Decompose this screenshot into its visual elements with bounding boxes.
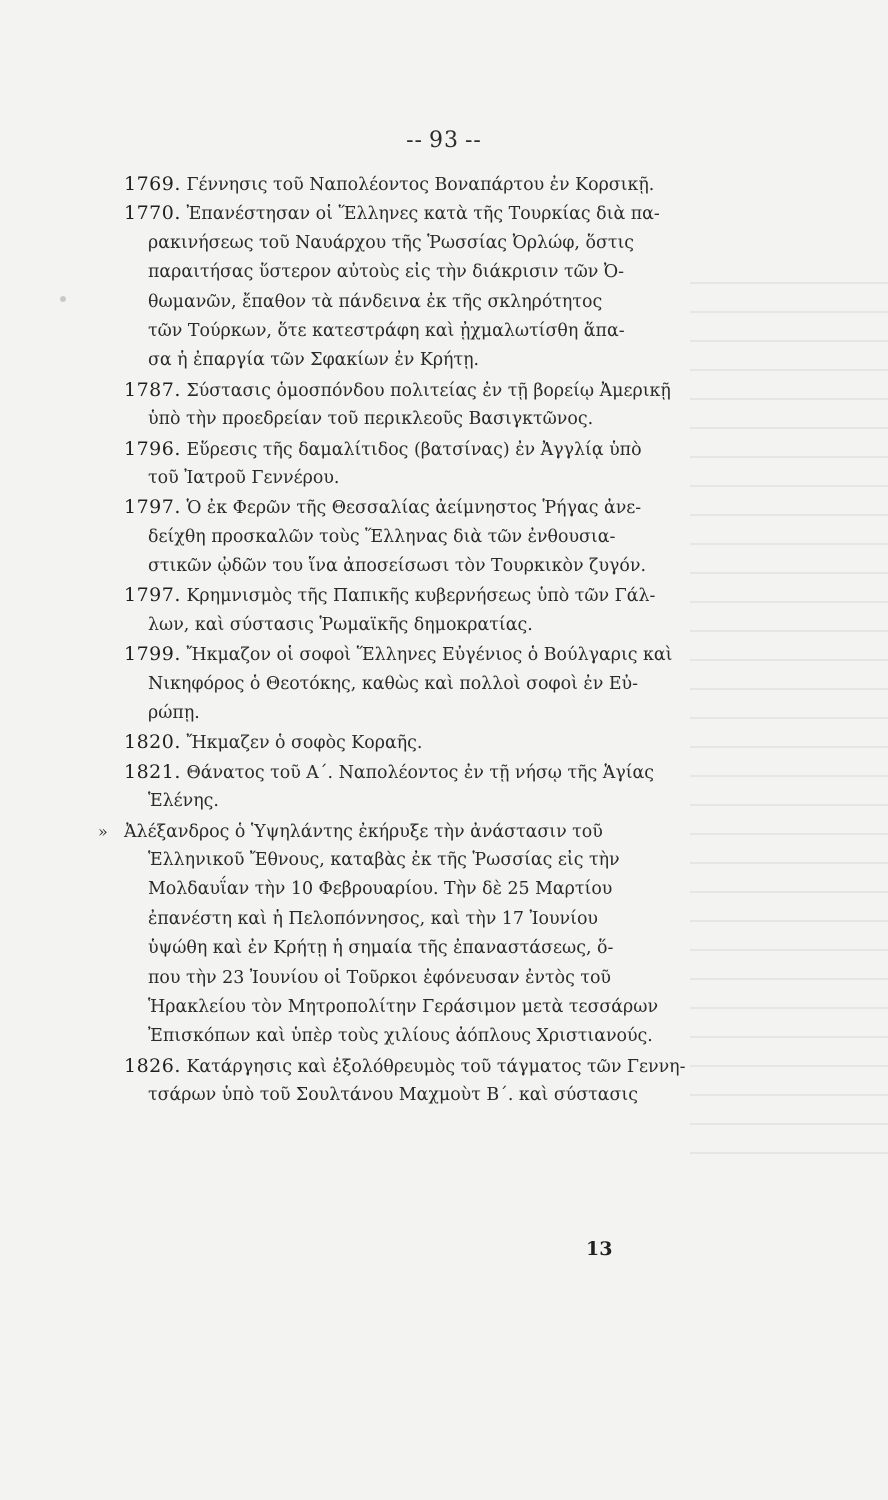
entry-continuation-line	[124, 670, 692, 699]
paper-speck	[60, 296, 66, 302]
entry-year: 1787.	[124, 378, 181, 401]
entry-text: τῶν Τούρκων, ὅτε κατεστράφη καὶ ᾐχμαλωτίσθη ἅπα-	[148, 320, 625, 341]
entry-continuation-line	[124, 1081, 692, 1110]
chronology-entry	[124, 581, 692, 640]
entry-text: Ἡρακλείου τὸν Μητροπολίτην Γεράσιμον μετὰ τεσσάρων	[148, 996, 659, 1017]
entry-continuation-line	[124, 611, 692, 640]
chronology-entry	[124, 493, 692, 581]
entry-first-line	[124, 640, 692, 669]
entry-text: Ὁ ἐκ Φερῶν τῆς Θεσσαλίας ἀείμνηστος Ῥήγας ἀνε-	[186, 498, 642, 519]
entry-text: Κατάργησις καὶ ἐξολόθρευμὸς τοῦ τάγματος τῶν Γεννη-	[186, 1056, 686, 1077]
chronology-entry	[124, 170, 692, 199]
entry-year: 1796.	[124, 437, 181, 460]
entry-first-line	[124, 199, 692, 228]
entry-first-line	[124, 170, 692, 199]
chronology-entry	[124, 728, 692, 757]
chronology-entry	[124, 1052, 692, 1111]
entry-continuation-line	[124, 405, 692, 434]
entry-text: Ἐπισκόπων καὶ ὑπὲρ τοὺς χιλίους ἀόπλους Χριστιανούς.	[148, 1026, 653, 1047]
entry-text: παραιτήσας ὕστερον αὐτοὺς εἰς τὴν διάκρισιν τῶν Ὀ-	[148, 262, 625, 283]
chronology-entry	[124, 640, 692, 728]
entry-year: 1799.	[124, 643, 181, 666]
chronology-entry	[124, 435, 692, 494]
entry-continuation-line	[124, 258, 692, 287]
entry-continuation-line	[124, 464, 692, 493]
entry-text: δείχθη προσκαλῶν τοὺς Ἕλληνας διὰ τῶν ἐνθουσια-	[148, 526, 616, 547]
entry-continuation-line	[124, 346, 692, 375]
chronology-entry	[124, 376, 692, 435]
entry-continuation-line	[124, 846, 692, 875]
entry-text: τσάρων ὑπὸ τοῦ Σουλτάνου Μαχμοὺτ Β΄. καὶ σύστασις	[148, 1085, 638, 1106]
entry-continuation-line	[124, 993, 692, 1022]
entry-first-line	[124, 1052, 692, 1081]
chronology-list	[98, 170, 692, 1111]
entry-text: Ἑλένης.	[148, 791, 219, 812]
entry-continuation-line	[124, 875, 692, 904]
entry-text: Ἐπανέστησαν οἱ Ἕλληνες κατὰ τῆς Τουρκίας διὰ πα-	[186, 204, 660, 225]
entry-first-line	[124, 376, 692, 405]
entry-text: Ἤκμαζον οἱ σοφοὶ Ἕλληνες Εὐγένιος ὁ Βούλγαρις καὶ	[186, 645, 673, 666]
chronology-entry	[124, 199, 692, 375]
entry-text: Νικηφόρος ὁ Θεοτόκης, καθὼς καὶ πολλοὶ σοφοὶ ἐν Εὐ-	[148, 673, 639, 694]
entry-text: Κρημνισμὸς τῆς Παπικῆς κυβερνήσεως ὑπὸ τῶν Γάλ-	[186, 586, 656, 607]
entry-first-line	[124, 493, 692, 522]
entry-continuation-line	[124, 699, 692, 728]
header-dash-left: --	[406, 128, 423, 153]
entry-continuation-line	[124, 552, 692, 581]
entry-year: 1820.	[124, 731, 181, 754]
entry-continuation-line	[124, 934, 692, 963]
entry-text: λων, καὶ σύστασις Ῥωμαϊκῆς δημοκρατίας.	[148, 614, 533, 635]
entry-text: σα ἡ ἐπαργία τῶν Σφακίων ἐν Κρήτῃ.	[148, 350, 480, 371]
chronology-entry	[98, 817, 692, 1052]
entry-first-line	[124, 581, 692, 610]
entry-text: Θάνατος τοῦ Α΄. Ναπολέοντος ἐν τῇ νήσῳ τῆς Ἁγίας	[186, 762, 655, 783]
entry-text: ὑψώθη καὶ ἐν Κρήτῃ ἡ σημαία τῆς ἐπαναστάσεως, ὅ-	[148, 938, 614, 959]
entry-text: Εὕρεσις τῆς δαμαλίτιδος (βατσίνας) ἐν Ἀγγλίᾳ ὑπὸ	[186, 439, 642, 460]
entry-first-line	[124, 435, 692, 464]
entry-text: Ἑλληνικοῦ Ἔθνους, καταβὰς ἐκ τῆς Ῥωσσίας εἰς τὴν	[148, 849, 620, 870]
entry-text: τοῦ Ἰατροῦ Γεννέρου.	[148, 467, 340, 488]
entry-continuation-line	[124, 317, 692, 346]
entry-text: ρώπῃ.	[148, 703, 200, 724]
entry-continuation-line	[124, 229, 692, 258]
entry-text: Γέννησις τοῦ Ναπολέοντος Βοναπάρτου ἐν Κορσικῇ.	[186, 175, 655, 195]
entry-first-line	[124, 728, 692, 757]
entry-text: Μολδαυΐαν τὴν 10 Φεβρουαρίου. Τὴν δὲ 25 Μαρτίου	[148, 879, 613, 900]
entry-continuation-line	[124, 787, 692, 816]
ditto-mark: »	[98, 821, 108, 841]
entry-text: Ἀλέξανδρος ὁ Ὑψηλάντης ἐκήρυξε τὴν ἀνάστασιν τοῦ	[124, 821, 603, 842]
entry-year: 1797.	[124, 584, 181, 607]
entry-text: ἐπανέστη καὶ ἡ Πελοπόννησος, καὶ τὴν 17 Ἰουνίου	[148, 908, 598, 929]
entry-year: 1770.	[124, 202, 181, 225]
entry-first-line	[124, 758, 692, 787]
entry-text: ὑπὸ τὴν προεδρείαν τοῦ περικλεοῦς Βασιγκτῶνος.	[148, 409, 594, 430]
entry-first-line	[98, 817, 692, 846]
entry-year: 1769.	[124, 173, 181, 195]
entry-text: Ἤκμαζεν ὁ σοφὸς Κοραῆς.	[186, 733, 423, 754]
show-through-from-reverse	[690, 260, 888, 1160]
entry-text: θωμανῶν, ἔπαθον τὰ πάνδεινα ἐκ τῆς σκληρότητος	[148, 291, 603, 312]
page-header	[0, 128, 888, 153]
header-dash-right: --	[465, 128, 482, 153]
entry-text: στικῶν ᾠδῶν του ἵνα ἀποσείσωσι τὸν Τουρκικὸν ζυγόν.	[148, 556, 647, 577]
chronology-entry	[124, 758, 692, 817]
entry-continuation-line	[124, 1022, 692, 1051]
entry-year: 1797.	[124, 496, 181, 519]
signature-mark: 13	[586, 1238, 613, 1260]
entry-year: 1821.	[124, 760, 181, 783]
entry-continuation-line	[124, 964, 692, 993]
entry-text: που τὴν 23 Ἰουνίου οἱ Τοῦρκοι ἐφόνευσαν ἐντὸς τοῦ	[148, 967, 612, 988]
entry-continuation-line	[124, 523, 692, 552]
entry-text: ρακινήσεως τοῦ Ναυάρχου τῆς Ῥωσσίας Ὀρλώφ, ὅστις	[148, 232, 635, 253]
entry-continuation-line	[124, 288, 692, 317]
entry-continuation-line	[124, 905, 692, 934]
page-number: 93	[429, 128, 459, 153]
entry-year: 1826.	[124, 1054, 181, 1077]
entry-text: Σύστασις ὁμοσπόνδου πολιτείας ἐν τῇ βορείῳ Ἀμερικῇ	[186, 380, 671, 401]
